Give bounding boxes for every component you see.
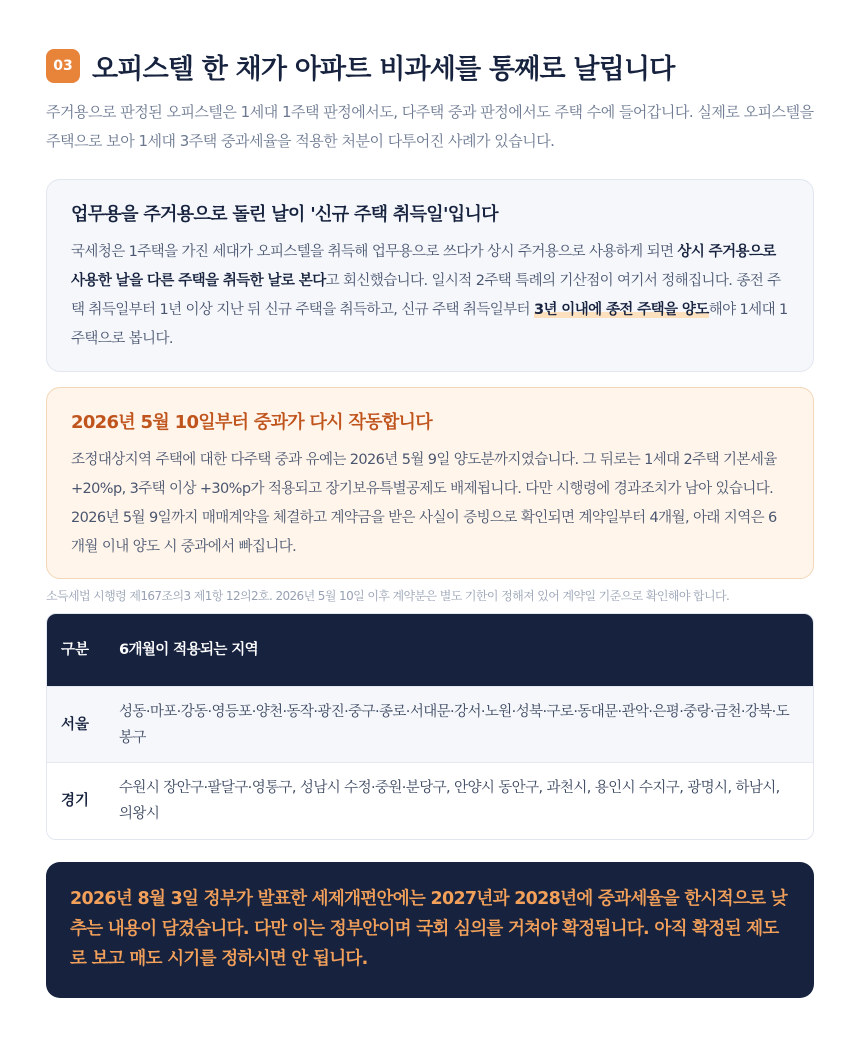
section-title: 오피스텔 한 채가 아파트 비과세를 통째로 날립니다 xyxy=(92,53,675,85)
card-heading: 업무용을 주거용으로 돌린 날이 '신규 주택 취득일'입니다 xyxy=(71,204,498,225)
card-text: 해야 1세대 1주택으로 봅니다. xyxy=(71,302,788,347)
table-row xyxy=(47,762,813,839)
section-number-badge: 03 xyxy=(46,49,80,83)
card-emphasis: 상시 주거용으로 사용한 날을 다른 주택을 취득한 날로 본다 xyxy=(71,244,776,289)
header-category: 구분 xyxy=(61,642,90,658)
card-highlight: 3년 이내에 종전 주택을 양도 xyxy=(533,302,709,318)
section-intro: 주거용으로 판정된 오피스텔은 1세대 1주택 판정에서도, 다주택 중과 판정에서도 주택 수에 들어갑니다. 실제로 오피스텔을 주택으로 보아 1세대 3주택 중과세율을 적용한 처분이 다투어진 사례가 있습니다. xyxy=(46,103,814,150)
card-text: 고 회신했습니다. 일시적 2주택 특례의 기산점이 여기서 정해집니다. 종전 주택 취득일부터 1년 이상 지난 뒤 신규 주택을 취득하고, 신규 주택 취득일부터 xyxy=(71,273,781,318)
row-regions: 수원시 장안구·팔달구·영통구, 성남시 수정·중원·분당구, 안양시 동안구, 과천시, 용인시 수지구, 광명시, 하남시, 의왕시 xyxy=(119,780,780,822)
warning-banner xyxy=(46,862,814,998)
row-category: 서울 xyxy=(61,716,90,733)
card-body: 조정대상지역 주택에 대한 다주택 중과 유예는 2026년 5월 9일 양도분까지였습니다. 그 뒤로는 1세대 2주택 기본세율 +20%p, 3주택 이상 +30%p가 적용되고 장기보유특별공제도 배제됩니다. 다만 시행령에 경과조치가 남아 있습니다. 2026년 5월 9일까지 매매계약을 체결하고 계약금을 받은 사실이 증빙으로 확인되면 계약일부터 4개월, 아래 지역은 6개월 이내 양도 시 중과에서 빠집니다. xyxy=(71,452,777,555)
row-regions: 성동·마포·강동·영등포·양천·동작·광진·중구·종로·서대문·강서·노원·성북·구로·동대문·관악·은평·중랑·금천·강북·도봉구 xyxy=(119,703,790,746)
card-body xyxy=(71,238,789,354)
row-category: 경기 xyxy=(61,793,90,809)
banner-text: 2026년 8월 3일 정부가 발표한 세제개편안에는 2027년과 2028년에 중과세율을 한시적으로 낮추는 내용이 담겼습니다. 다만 이는 정부안이며 국회 심의를 거쳐야 확정됩니다. 아직 확정된 제도로 보고 매도 시기를 정하시면 안 됩니다. xyxy=(70,889,787,969)
region-table xyxy=(46,613,814,840)
section-header xyxy=(46,46,814,86)
info-card-acquisition-date xyxy=(46,179,814,372)
table-row xyxy=(47,686,813,762)
table-header xyxy=(47,614,813,686)
info-card-surcharge xyxy=(46,387,814,579)
card-heading: 2026년 5월 10일부터 중과가 다시 작동합니다 xyxy=(71,412,432,433)
footnote: 소득세법 시행령 제167조의3 제1항 12의2호. 2026년 5월 10일 이후 계약분은 별도 기한이 정해져 있어 계약일 기준으로 확인해야 합니다. xyxy=(46,589,730,603)
header-region: 6개월이 적용되는 지역 xyxy=(119,642,259,658)
card-text: 국세청은 1주택을 가진 세대가 오피스텔을 취득해 업무용으로 쓰다가 상시 주거용으로 사용하게 되면 xyxy=(71,244,678,260)
